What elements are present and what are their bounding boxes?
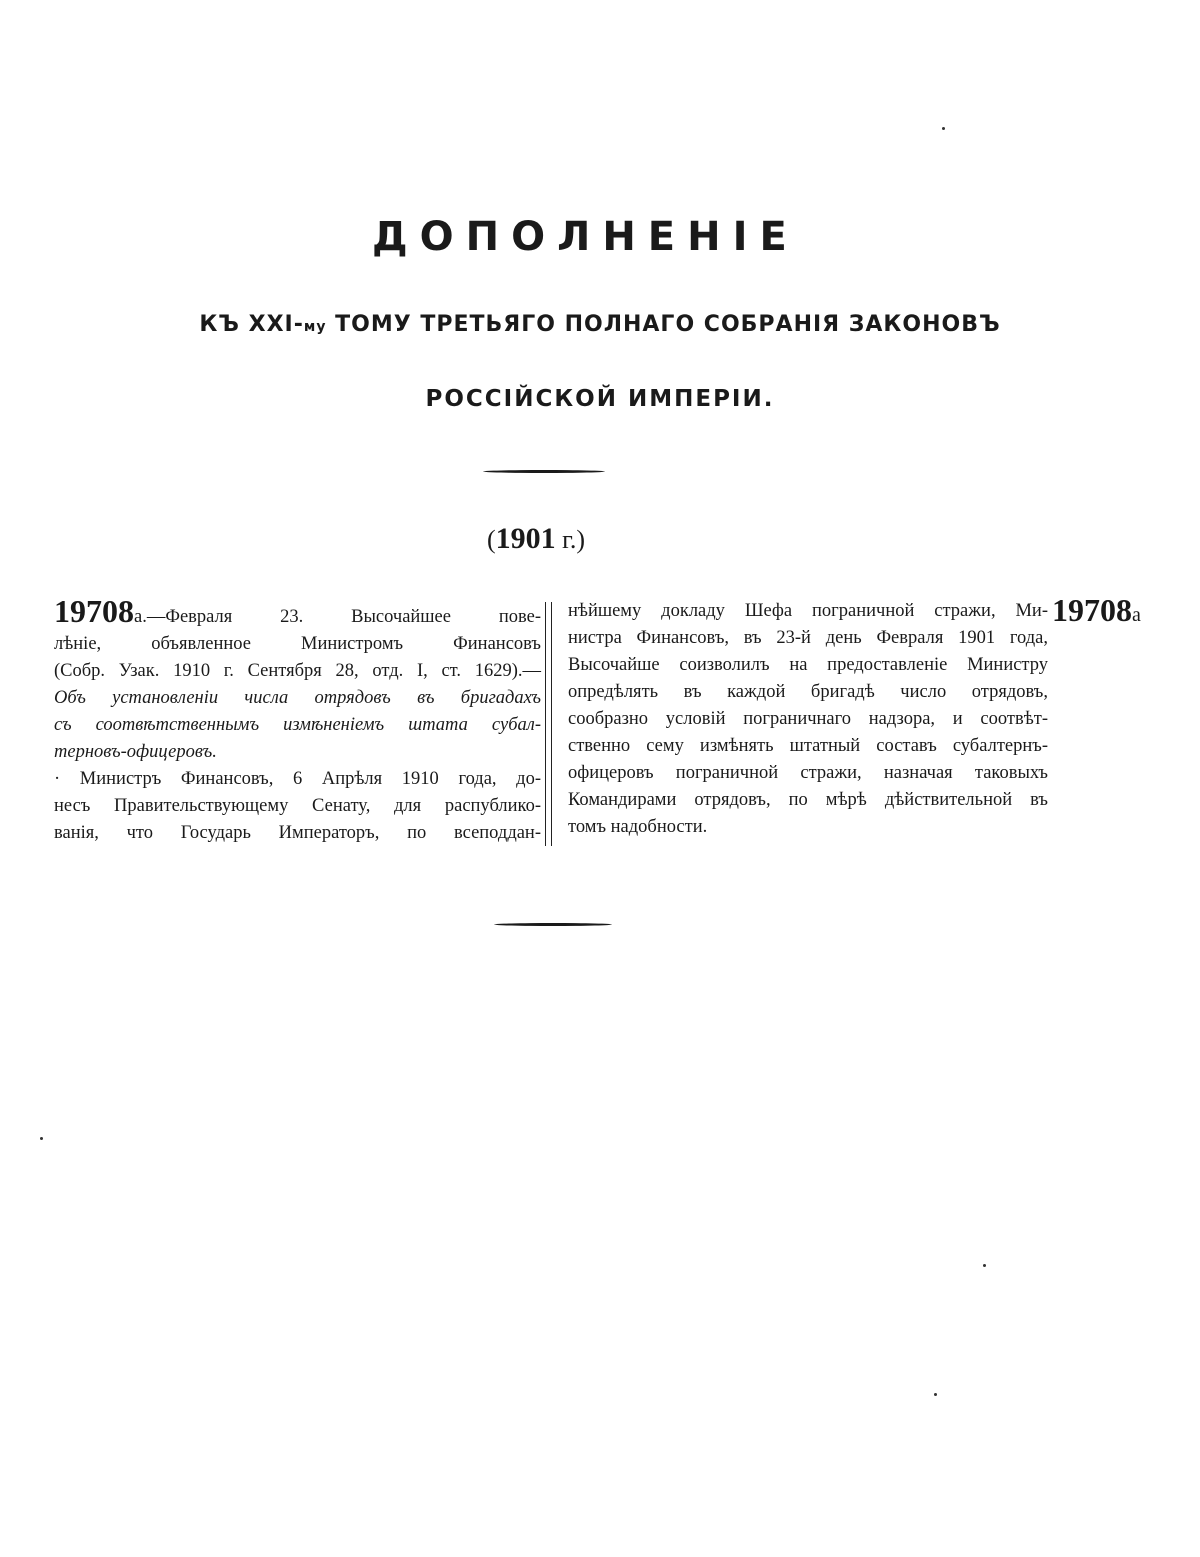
article-line: нѣйшему докладу Шефа пограничной стражи, Ми-	[568, 601, 1048, 621]
subtitle-superscript: му	[303, 319, 327, 335]
header-divider-rule	[483, 470, 605, 473]
year-open-paren: (	[487, 525, 496, 554]
article-line: офицеровъ пограничной стражи, назначая таковыхъ	[568, 763, 1048, 783]
article-line: Командирами отрядовъ, по мѣрѣ дѣйствительной въ	[568, 790, 1048, 810]
article-subject-line: съ соотвѣтственнымъ измѣненіемъ штата субал-	[54, 715, 541, 735]
article-line: несъ Правительствующему Сенату, для распублико-	[54, 796, 541, 816]
year-heading	[487, 522, 607, 556]
subtitle-prefix: КЪ XXI-	[199, 312, 304, 337]
article-line: ванія, что Государь Императоръ, по всеподдан-	[54, 823, 541, 843]
scan-speck	[40, 1137, 43, 1140]
article-number-suffix: а.	[134, 607, 147, 627]
article-text: —Февраля 23. Высочайшее пове-	[146, 607, 541, 627]
scan-speck	[942, 127, 945, 130]
article-subject-line: Объ установленіи числа отрядовъ въ бригадахъ	[54, 688, 541, 708]
scan-speck	[934, 1393, 937, 1396]
article-line: (Собр. Узак. 1910 г. Сентября 28, отд. I, ст. 1629).—	[54, 661, 541, 681]
margin-number-suffix: а	[1132, 604, 1141, 626]
footer-divider-rule	[494, 923, 612, 926]
article-line: сообразно условій пограничнаго надзора, и соотвѣт-	[568, 709, 1048, 729]
subtitle-rest: ТОМУ ТРЕТЬЯГО ПОЛНАГО СОБРАНІЯ ЗАКОНОВЪ	[326, 312, 1001, 337]
article-subject-line: терновъ-офицеровъ.	[54, 742, 217, 762]
margin-article-number	[1052, 592, 1141, 629]
article-left-column	[54, 593, 541, 847]
article-line: лѣніе, объявленное Министромъ Финансовъ	[54, 634, 541, 654]
margin-number: 19708	[1052, 592, 1132, 628]
scan-speck	[983, 1264, 986, 1267]
article-line	[54, 593, 541, 631]
document-subtitle	[0, 312, 1200, 337]
year-suffix: г.)	[555, 525, 586, 554]
document-title: ДОПОЛНЕНІЕ	[372, 214, 799, 260]
document-subtitle-line2: РОССІЙСКОЙ ИМПЕРІИ.	[425, 386, 775, 412]
article-line: нистра Финансовъ, въ 23-й день Февраля 1901 года,	[568, 628, 1048, 648]
article-line: ственно сему измѣнять штатный составъ субалтернъ-	[568, 736, 1048, 756]
article-line: · Министръ Финансовъ, 6 Апрѣля 1910 года, до-	[54, 769, 541, 789]
article-line: опредѣлять въ каждой бригадѣ число отрядовъ,	[568, 682, 1048, 702]
year-number: 1901	[495, 522, 556, 555]
article-line: томъ надобности.	[568, 817, 708, 837]
article-number: 19708	[54, 593, 134, 629]
article-line: Высочайше соизволилъ на предоставленіе Министру	[568, 655, 1048, 675]
column-divider	[545, 602, 552, 846]
article-right-column	[568, 598, 1048, 841]
